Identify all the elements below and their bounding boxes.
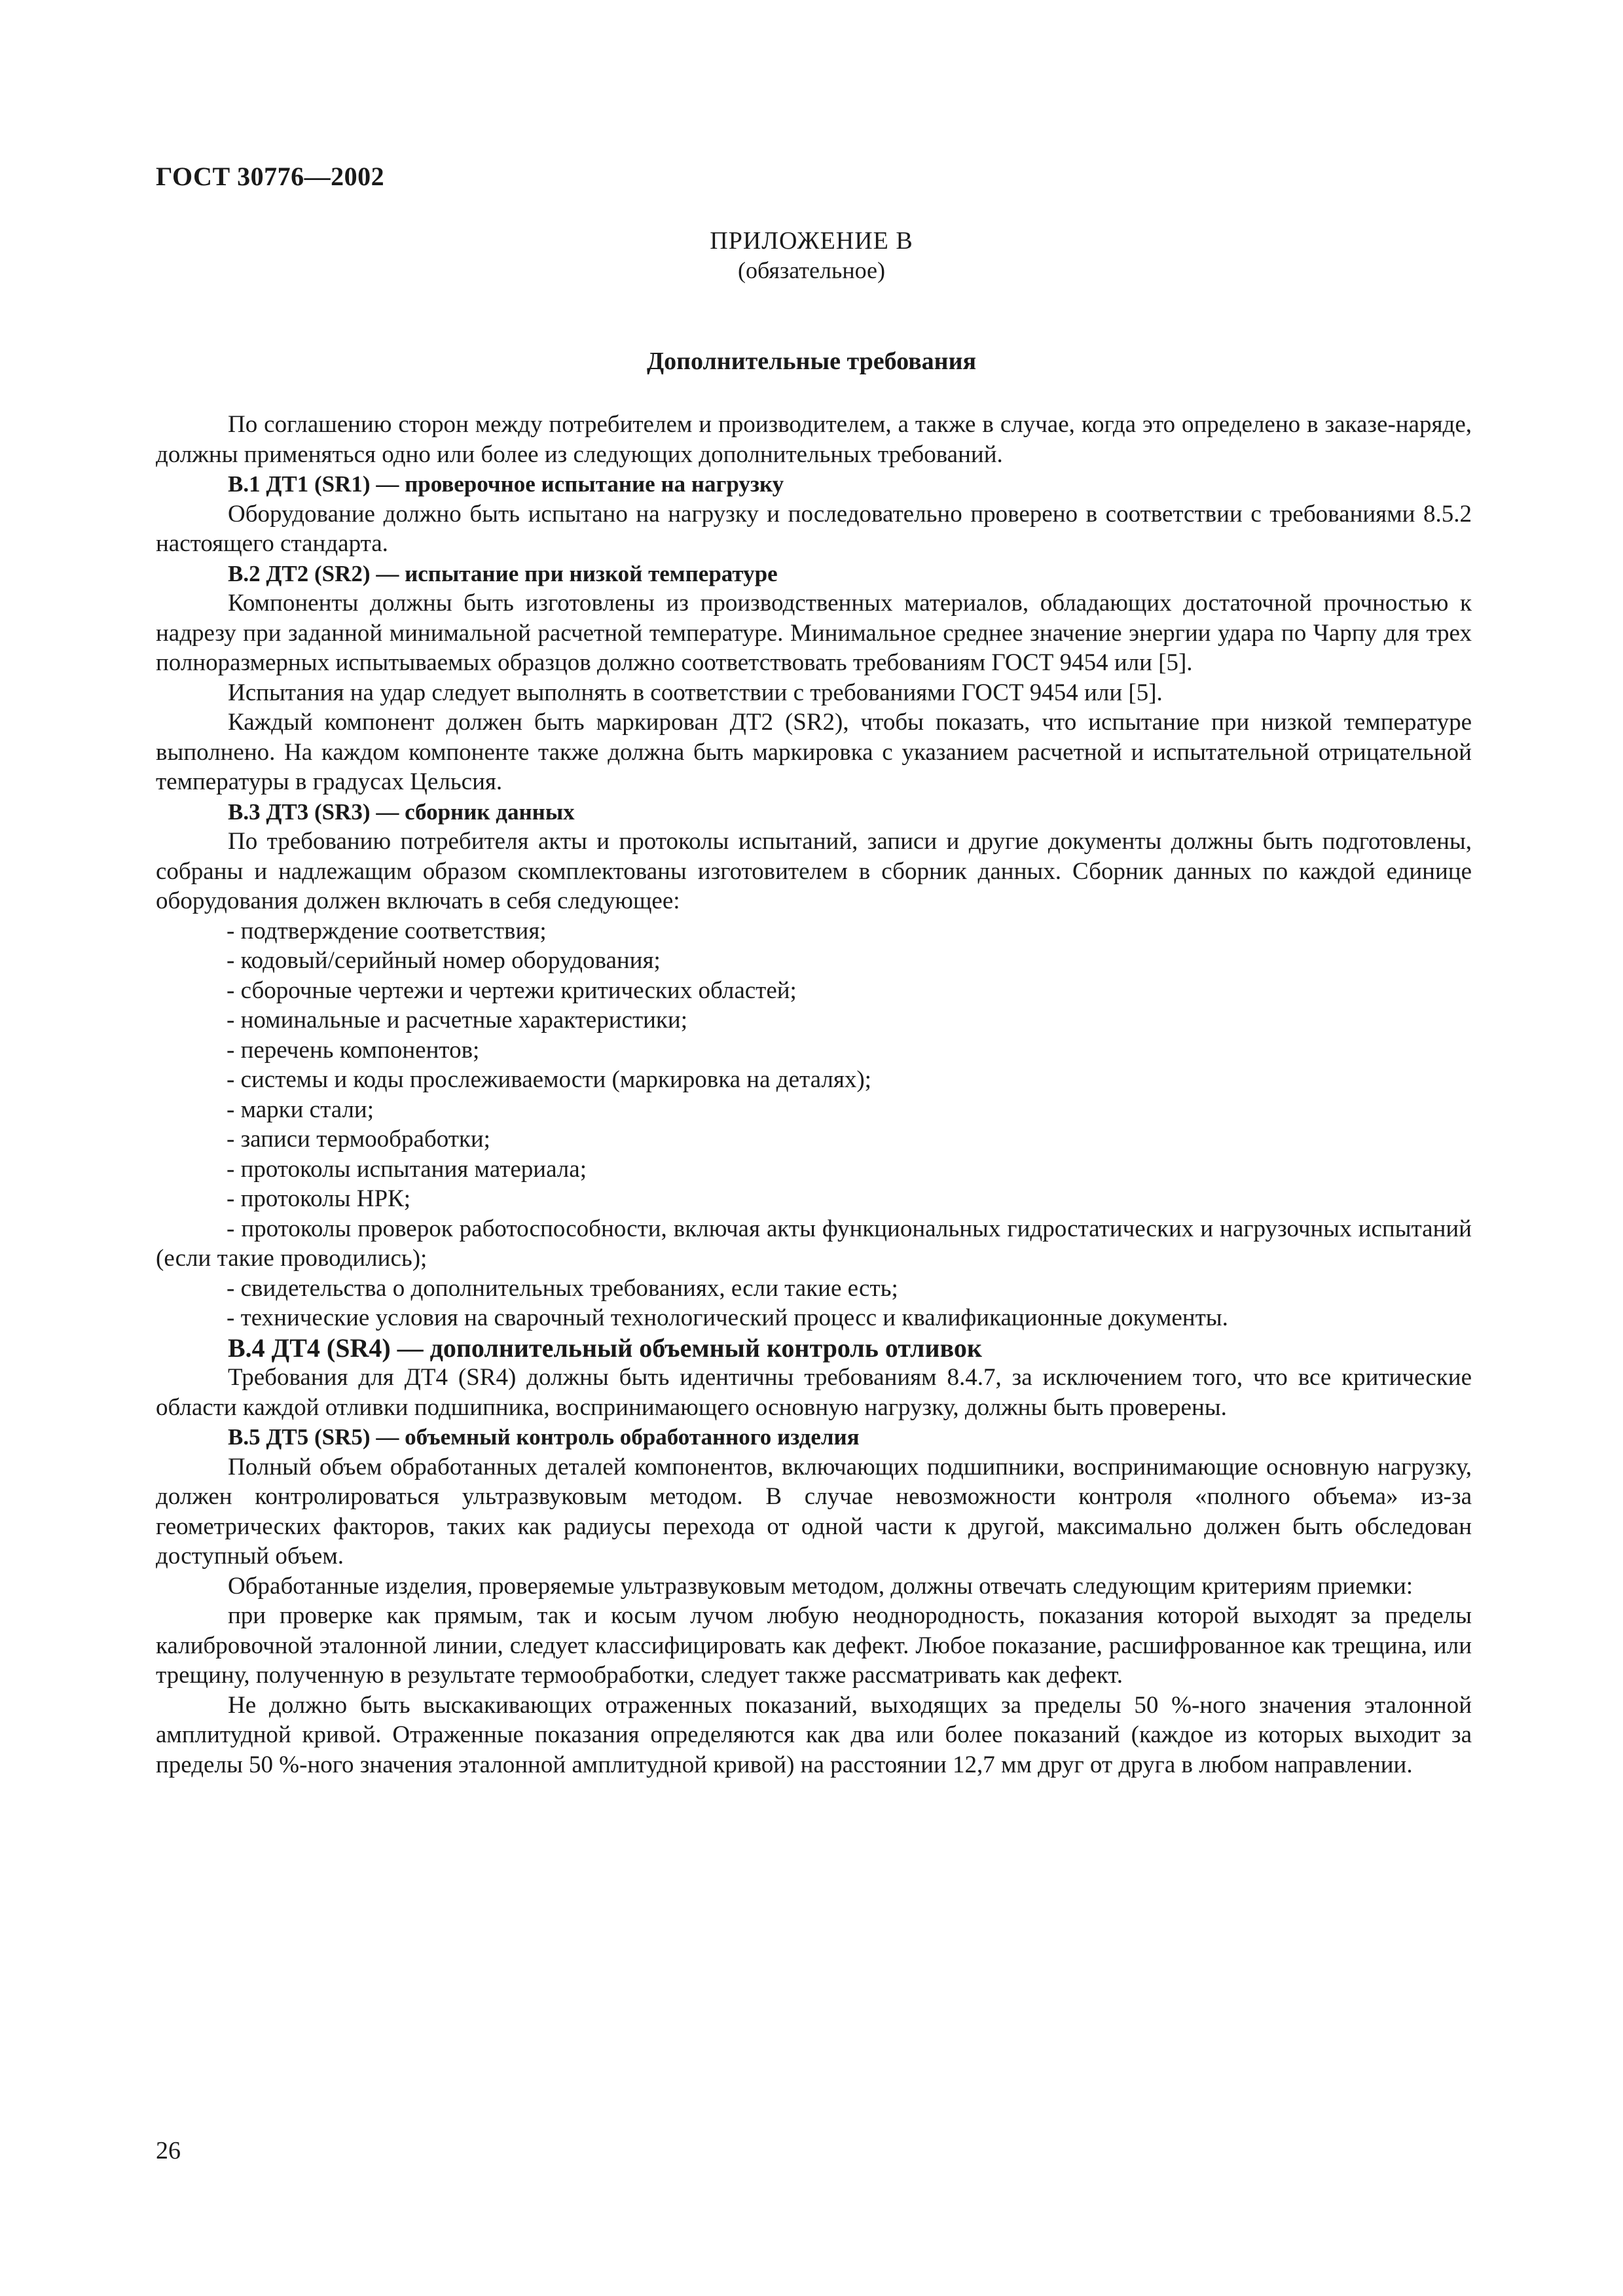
section-heading-b3: В.3 ДТ3 (SR3) — сборник данных [228,798,575,825]
paragraph: при проверке как прямым, так и косым лучом любую неоднородность, показания которой выходят за пределы калибровочной эталонной линии, следует классифицировать как дефект. Любое показание, расшифрованное как трещина, или трещину, полученную в результате термообработки, следует также рассматривать как дефект. [156,1602,1472,1689]
list-item: - протоколы проверок работоспособности, включая акты функциональных гидростатических и нагрузочных испытаний (если такие проводились); [156,1215,1472,1272]
paragraph: Каждый компонент должен быть маркирован ДТ2 (SR2), чтобы показать, что испытание при низкой температуре выполнено. На каждом компоненте также должна быть маркировка с указанием расчетной и испытательной отрицательной температуры в градусах Цельсия. [156,709,1472,795]
list-item: - марки стали; [227,1096,374,1123]
document-id: ГОСТ 30776—2002 [156,162,385,191]
section-heading-b1: В.1 ДТ1 (SR1) — проверочное испытание на нагрузку [228,471,784,497]
paragraph: По требованию потребителя акты и протоколы испытаний, записи и другие документы должны быть подготовлены, собраны и надлежащим образом скомплектованы изготовителем в сборник данных. Сборник данных по каждой единице оборудования должен включать в себя следующее: [156,828,1472,914]
section-heading-b4: В.4 ДТ4 (SR4) — дополнительный объемный контроль отливок [228,1333,982,1363]
paragraph: Не должно быть выскакивающих отраженных показаний, выходящих за пределы 50 %-ного значения эталонной амплитудной кривой. Отраженные показания определяются как два или более показаний (каждое из которых выходит за пределы 50 %-ного значения эталонной амплитудной кривой) на расстоянии 12,7 мм друг от друга в любом направлении. [156,1691,1472,1778]
list-item: - свидетельства о дополнительных требованиях, если такие есть; [227,1274,898,1302]
section-heading-b5: В.5 ДТ5 (SR5) — объемный контроль обработанного изделия [228,1424,860,1450]
list-item: - кодовый/серийный номер оборудования; [227,947,661,974]
data-collection-list [156,916,1472,1333]
list-item: - технические условия на сварочный технологический процесс и квалификационные документы. [227,1304,1228,1331]
intro-paragraph: По соглашению сторон между потребителем и производителем, а также в случае, когда это определено в заказе-наряде, должны применяться одно или более из следующих дополнительных требований. [156,411,1472,468]
section-heading-b2: В.2 ДТ2 (SR2) — испытание при низкой температуре [228,560,778,586]
paragraph: Оборудование должно быть испытано на нагрузку и последовательно проверено в соответствии с требованиями 8.5.2 настоящего стандарта. [156,500,1472,557]
annex-title: ПРИЛОЖЕНИЕ В [710,227,913,255]
paragraph: Компоненты должны быть изготовлены из производственных материалов, обладающих достаточной прочностью к надрезу при заданной минимальной расчетной температуре. Минимальное среднее значение энергии удара по Чарпу для трех полноразмерных испытываемых образцов должно соответствовать требованиям ГОСТ 9454 или [5]. [156,590,1472,676]
page-number: 26 [156,2137,181,2164]
paragraph: Требования для ДТ4 (SR4) должны быть идентичны требованиям 8.4.7, за исключением того, что все критические области каждой отливки подшипника, воспринимающего основную нагрузку, должны быть проверены. [156,1364,1472,1421]
list-item: - перечень компонентов; [227,1036,480,1064]
main-heading: Дополнительные требования [646,348,977,375]
list-item: - протоколы испытания материала; [227,1155,587,1183]
paragraph: Полный объем обработанных деталей компонентов, включающих подшипники, воспринимающие основную нагрузку, должен контролироваться ультразвуковым методом. В случае невозможности контроля «полного объема» из-за геометрических факторов, таких как радиусы перехода от одной части к другой, максимально должен быть обследован доступный объем. [156,1453,1472,1570]
paragraph: Испытания на удар следует выполнять в соответствии с требованиями ГОСТ 9454 или [5]. [228,679,1163,706]
list-item: - протоколы НРК; [227,1185,411,1212]
list-item: - записи термообработки; [227,1126,490,1153]
list-item: - сборочные чертежи и чертежи критических областей; [227,977,797,1004]
list-item: - системы и коды прослеживаемости (маркировка на деталях); [227,1066,871,1093]
paragraph: Обработанные изделия, проверяемые ультразвуковым методом, должны отвечать следующим критериям приемки: [228,1572,1413,1600]
list-item: - подтверждение соответствия; [227,917,547,944]
document-body [156,410,1472,1780]
annex-status: (обязательное) [738,257,885,283]
list-item: - номинальные и расчетные характеристики; [227,1007,687,1033]
